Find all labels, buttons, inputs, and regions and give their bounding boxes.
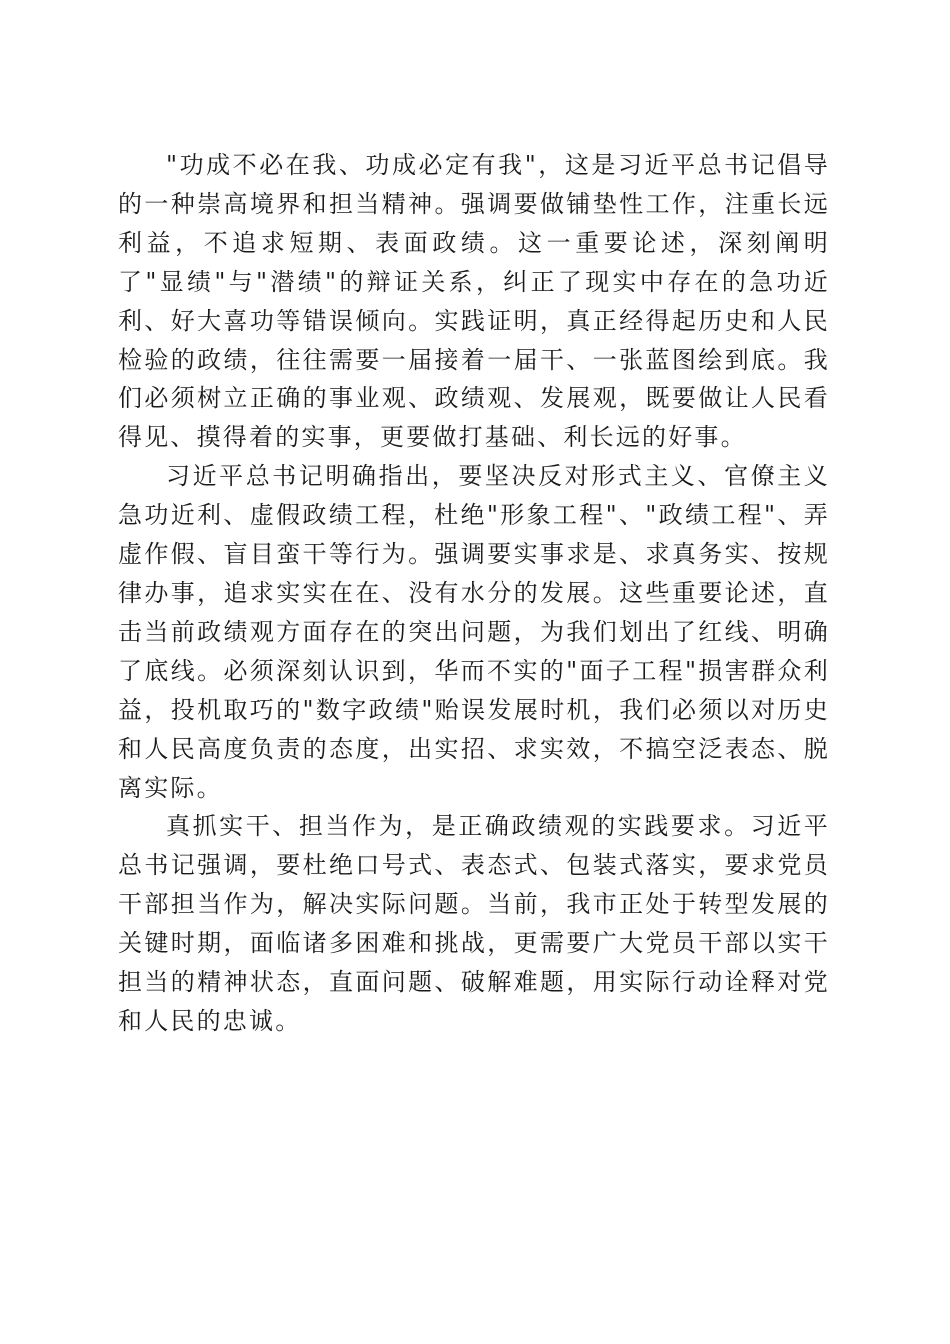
document-body — [118, 146, 830, 1041]
paragraph-3: 真抓实干、担当作为，是正确政绩观的实践要求。习近平总书记强调，要杜绝口号式、表态式、包装式落实，要求党员干部担当作为，解决实际问题。当前，我市正处于转型发展的关键时期，面临诸多困难和挑战，更需要广大党员干部以实干担当的精神状态，直面问题、破解难题，用实际行动诠释对党和人民的忠诚。 — [118, 812, 830, 1035]
paragraph-2: 习近平总书记明确指出，要坚决反对形式主义、官僚主义急功近利、虚假政绩工程，杜绝"形象工程"、"政绩工程"、弄虚作假、盲目蛮干等行为。强调要实事求是、求真务实、按规律办事，追求实实在在、没有水分的发展。这些重要论述，直击当前政绩观方面存在的突出问题，为我们划出了红线、明确了底线。必须深刻认识到，华而不实的"面子工程"损害群众利益，投机取巧的"数字政绩"贻误发展时机，我们必须以对历史和人民高度负责的态度，出实招、求实效，不搞空泛表态、脱离实际。 — [118, 462, 830, 802]
paragraph-1: "功成不必在我、功成必定有我"，这是习近平总书记倡导的一种崇高境界和担当精神。强调要做铺垫性工作，注重长远利益，不追求短期、表面政绩。这一重要论述，深刻阐明了"显绩"与"潜绩"的辩证关系，纠正了现实中存在的急功近利、好大喜功等错误倾向。实践证明，真正经得起历史和人民检验的政绩，往往需要一届接着一届干、一张蓝图绘到底。我们必须树立正确的事业观、政绩观、发展观，既要做让人民看得见、摸得着的实事，更要做打基础、利长远的好事。 — [118, 151, 830, 452]
